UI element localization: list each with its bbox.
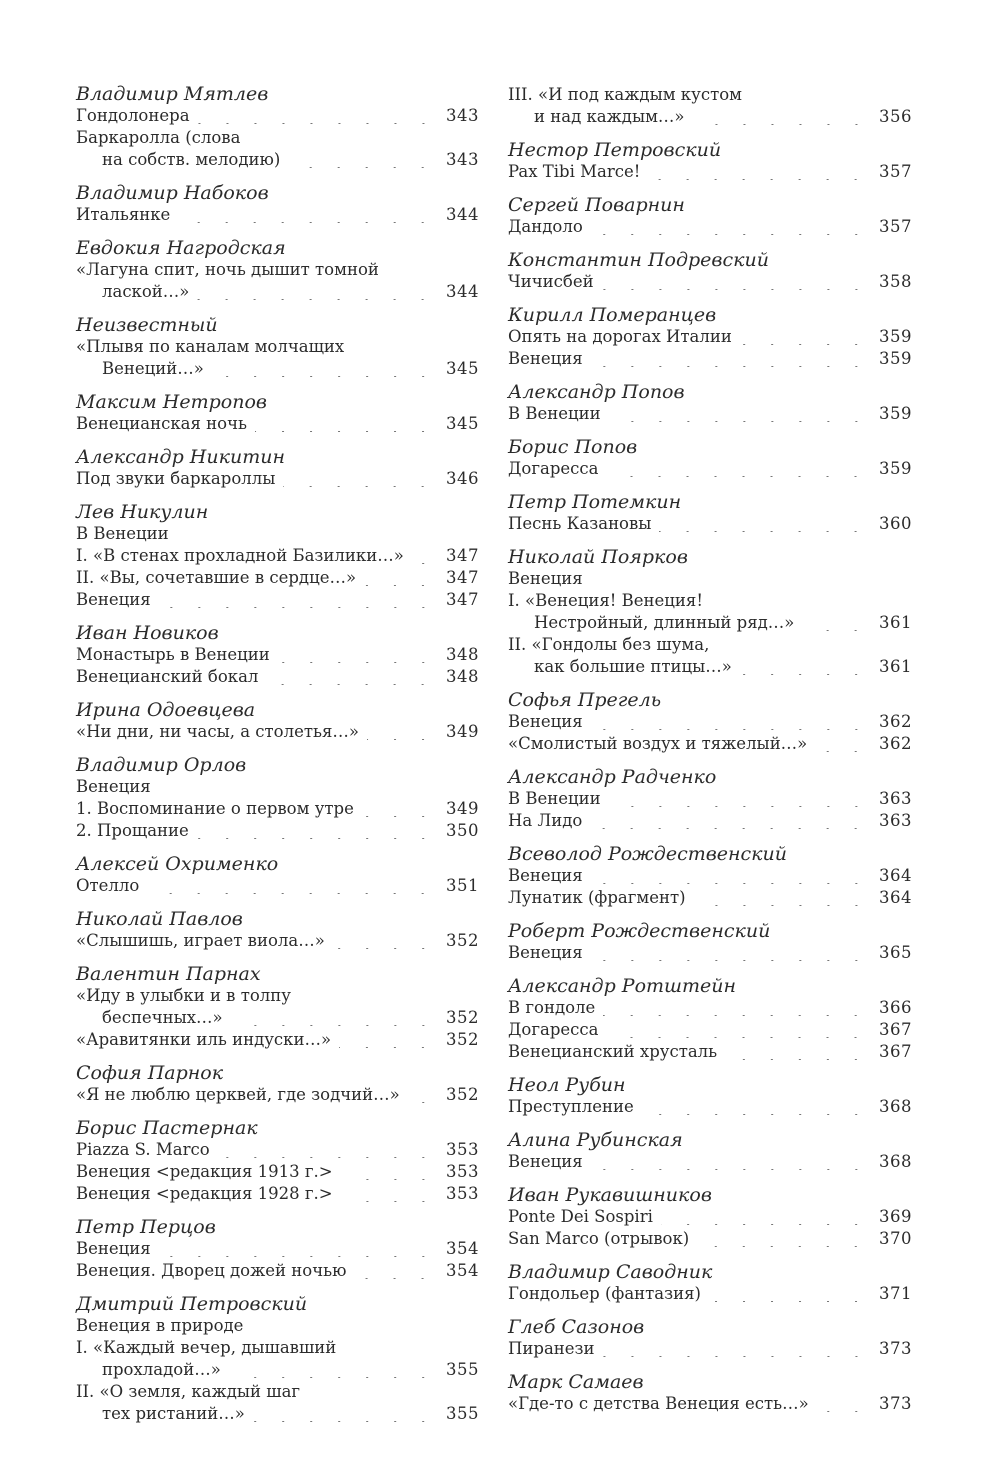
toc-author-name: Иван Рукавишников [508, 1184, 712, 1206]
toc-entry [508, 810, 912, 832]
toc-dot-leader [694, 905, 870, 906]
toc-entry [508, 1096, 912, 1118]
toc-entry [508, 1338, 912, 1360]
toc-entry-title: Венеция <редакция 1928 г.> [76, 1184, 333, 1203]
toc-page-number: 354 [446, 1261, 479, 1280]
toc-page-number: 346 [446, 469, 479, 488]
toc-dot-leader [408, 1102, 437, 1103]
toc-entry-title: Piazza S. Marco [76, 1140, 210, 1159]
toc-author-name: Александр Никитин [76, 446, 285, 468]
toc-entry [76, 589, 479, 611]
toc-entry-title: Венеция [76, 1239, 151, 1258]
toc-entry-title: Венеция [508, 569, 583, 588]
toc-dot-leader [659, 531, 870, 532]
toc-page-number: 355 [446, 1404, 479, 1423]
toc-entry-title: В Венеции [76, 524, 169, 543]
toc-entry [508, 271, 912, 293]
toc-page-number: 344 [446, 205, 479, 224]
toc-entry [508, 1019, 912, 1041]
toc-author-name: Борис Пастернак [76, 1117, 258, 1139]
toc-entry-title: 2. Прощание [76, 821, 189, 840]
toc-page-number: 367 [879, 1042, 912, 1061]
toc-dot-leader [412, 563, 437, 564]
toc-page-number: 343 [446, 106, 479, 125]
toc-dot-leader [197, 299, 437, 300]
toc-entry [76, 1337, 479, 1381]
toc-dot-leader [590, 828, 870, 829]
toc-entry-title: Догаресса [508, 1020, 599, 1039]
toc-entry-title: Отелло [76, 876, 140, 895]
toc-entry [76, 1139, 479, 1161]
toc-page-number: 357 [879, 217, 912, 236]
toc-page-number: 359 [879, 349, 912, 368]
toc-dot-leader [354, 1278, 437, 1279]
toc-dot-leader [709, 1301, 870, 1302]
toc-dot-leader [591, 729, 870, 730]
toc-dot-leader [339, 1047, 437, 1048]
toc-entry-title: Венеция [508, 866, 583, 885]
toc-left-column [76, 84, 479, 1425]
toc-entry-title: Монастырь в Венеции [76, 645, 270, 664]
toc-dot-leader [693, 124, 870, 125]
toc-entry-title: I. «Венеция! Венеция! Нестройный, длинный ряд…» [508, 591, 795, 632]
toc-entry-title: На Лидо [508, 811, 583, 830]
toc-cycle-title [76, 1315, 479, 1337]
toc-entry [76, 468, 479, 490]
toc-entry [508, 326, 912, 348]
toc-author-name: Софья Прегель [508, 689, 662, 711]
toc-dot-leader [642, 1114, 870, 1115]
toc-dot-leader [159, 1256, 437, 1257]
toc-entry [508, 942, 912, 964]
toc-author-name: Евдокия Нагродская [76, 237, 286, 259]
toc-entry [508, 403, 912, 425]
toc-entry-title: Венеция [508, 712, 583, 731]
toc-page-number: 353 [446, 1140, 479, 1159]
toc-dot-leader [802, 630, 870, 631]
toc-entry [508, 1041, 912, 1063]
toc-dot-leader [362, 816, 437, 817]
toc-dot-leader [591, 366, 870, 367]
toc-page-number: 368 [879, 1097, 912, 1116]
toc-page-number: 363 [879, 789, 912, 808]
toc-author-name: Александр Попов [508, 381, 685, 403]
toc-dot-leader [725, 1059, 870, 1060]
toc-page-number: 345 [446, 359, 479, 378]
toc-entry [508, 1206, 912, 1228]
toc-dot-leader [606, 1037, 870, 1038]
toc-dot-leader [609, 806, 870, 807]
toc-page-number: 352 [446, 931, 479, 950]
toc-entry [76, 545, 479, 567]
toc-entry [76, 930, 479, 952]
toc-entry-title: III. «И под каждым кустом и над каждым…» [508, 85, 742, 126]
toc-entry-title: «Я не люблю церквей, где зодчий…» [76, 1085, 400, 1104]
toc-page-number: 370 [879, 1229, 912, 1248]
toc-entry [508, 733, 912, 755]
toc-dot-leader [253, 1421, 437, 1422]
toc-dot-leader [159, 607, 437, 608]
toc-entry-title: Пиранези [508, 1339, 595, 1358]
toc-author-name: Марк Самаев [508, 1371, 644, 1393]
toc-entry-title: «Иду в улыбки и в толпу беспечных…» [76, 986, 291, 1027]
toc-entry-title: Опять на дорогах Италии [508, 327, 732, 346]
toc-entry [508, 216, 912, 238]
toc-entry-title: Гондолонера [76, 106, 190, 125]
toc-entry-title: Венецианский хрусталь [508, 1042, 718, 1061]
toc-dot-leader [648, 179, 870, 180]
toc-page-number: 353 [446, 1184, 479, 1203]
toc-dot-leader [218, 1157, 437, 1158]
toc-page-number: 344 [446, 282, 479, 301]
toc-dot-leader [333, 948, 437, 949]
toc-page-number: 356 [879, 107, 912, 126]
toc-entry-title: Под звуки баркароллы [76, 469, 276, 488]
toc-entry-title: В гондоле [508, 998, 596, 1017]
toc-entry-title: «Аравитянки иль индуски…» [76, 1030, 332, 1049]
toc-dot-leader [606, 476, 870, 477]
toc-entry [508, 887, 912, 909]
toc-author-name: Неол Рубин [508, 1074, 626, 1096]
toc-author-name: Алина Рубинская [508, 1129, 683, 1151]
toc-cycle-title [76, 776, 479, 798]
toc-dot-leader [591, 883, 870, 884]
toc-page-number: 352 [446, 1085, 479, 1104]
toc-entry [76, 105, 479, 127]
toc-entry-title: Венеция <редакция 1913 г.> [76, 1162, 333, 1181]
toc-author-name: Сергей Поварнин [508, 194, 685, 216]
toc-page-number: 355 [446, 1360, 479, 1379]
toc-entry-title: Итальянке [76, 205, 171, 224]
toc-entry-title: Pax Tibi Marce! [508, 162, 641, 181]
toc-page-number: 366 [879, 998, 912, 1017]
toc-page-number: 347 [446, 590, 479, 609]
toc-entry-title: Венеция [508, 349, 583, 368]
toc-entry [508, 84, 912, 128]
toc-author-name: Владимир Саводник [508, 1261, 713, 1283]
toc-page-number: 365 [879, 943, 912, 962]
toc-entry-title: Венеция [76, 590, 151, 609]
toc-right-column [508, 84, 912, 1415]
toc-entry [76, 985, 479, 1029]
toc-page-number: 373 [879, 1339, 912, 1358]
toc-entry [76, 1381, 479, 1425]
toc-entry [76, 875, 479, 897]
toc-entry-title: Венеция [76, 777, 151, 796]
toc-dot-leader [266, 684, 437, 685]
toc-page-number: 362 [879, 712, 912, 731]
toc-entry-title: II. «Вы, сочетавшие в сердце…» [76, 568, 357, 587]
toc-dot-leader [147, 893, 437, 894]
toc-page-number: 361 [879, 613, 912, 632]
toc-dot-leader [609, 421, 870, 422]
toc-page-number: 354 [446, 1239, 479, 1258]
toc-entry [76, 1084, 479, 1106]
toc-entry-title: Венеция. Дворец дожей ночью [76, 1261, 347, 1280]
toc-author-name: Владимир Орлов [76, 754, 247, 776]
toc-page-number: 347 [446, 568, 479, 587]
toc-entry-title: San Marco (отрывок) [508, 1229, 690, 1248]
toc-page-number: 361 [879, 657, 912, 676]
toc-page-number: 351 [446, 876, 479, 895]
toc-entry [508, 348, 912, 370]
toc-page-number: 359 [879, 459, 912, 478]
toc-entry [76, 644, 479, 666]
toc-entry [76, 1029, 479, 1051]
toc-author-name: Борис Попов [508, 436, 638, 458]
toc-dot-leader [367, 739, 437, 740]
toc-entry [508, 590, 912, 634]
toc-author-name: Александр Радченко [508, 766, 717, 788]
toc-page-number: 353 [446, 1162, 479, 1181]
toc-page-number: 364 [879, 866, 912, 885]
toc-dot-leader [740, 344, 870, 345]
toc-entry-title: Венеция [508, 1152, 583, 1171]
toc-entry [76, 820, 479, 842]
toc-entry-title: Венеция в природе [76, 1316, 244, 1335]
toc-entry [508, 788, 912, 810]
toc-author-name: Глеб Сазонов [508, 1316, 645, 1338]
toc-dot-leader [591, 234, 870, 235]
toc-dot-leader [740, 674, 870, 675]
toc-dot-leader [603, 1356, 870, 1357]
toc-page-number: 347 [446, 546, 479, 565]
toc-dot-leader [231, 1025, 437, 1026]
toc-author-name: Ирина Одоевцева [76, 699, 256, 721]
toc-page-number: 348 [446, 667, 479, 686]
toc-entry-title: Преступление [508, 1097, 634, 1116]
toc-entry [76, 721, 479, 743]
toc-author-name: Дмитрий Петровский [76, 1293, 308, 1315]
toc-entry [508, 513, 912, 535]
toc-dot-leader [815, 751, 870, 752]
toc-entry [76, 567, 479, 589]
toc-page-number: 352 [446, 1030, 479, 1049]
toc-author-name: Петр Перцов [76, 1216, 216, 1238]
toc-page-number: 349 [446, 722, 479, 741]
toc-entry-title: 1. Воспоминание о первом утре [76, 799, 354, 818]
toc-author-name: Константин Подревский [508, 249, 769, 271]
toc-page-number: 373 [879, 1394, 912, 1413]
toc-entry-title: «Где-то с детства Венеция есть…» [508, 1394, 809, 1413]
toc-entry [508, 161, 912, 183]
toc-dot-leader [283, 486, 437, 487]
toc-author-name: Александр Ротштейн [508, 975, 737, 997]
toc-entry-title: «Ни дни, ни часы, а столетья…» [76, 722, 359, 741]
toc-entry [76, 798, 479, 820]
toc-entry [76, 413, 479, 435]
toc-entry-title: Лунатик (фрагмент) [508, 888, 686, 907]
toc-page-number: 369 [879, 1207, 912, 1226]
toc-page-number: 362 [879, 734, 912, 753]
toc-author-name: София Парнок [76, 1062, 224, 1084]
toc-entry-title: I. «В стенах прохладной Базилики…» [76, 546, 404, 565]
toc-page-number: 364 [879, 888, 912, 907]
toc-dot-leader [255, 431, 437, 432]
toc-dot-leader [603, 1015, 870, 1016]
toc-entry [508, 458, 912, 480]
toc-page-number: 357 [879, 162, 912, 181]
toc-dot-leader [341, 1179, 437, 1180]
toc-dot-leader [178, 222, 437, 223]
toc-entry-title: Ponte Dei Sospiri [508, 1207, 653, 1226]
toc-entry-title: Баркаролла (слова на собств. мелодию) [76, 128, 281, 169]
toc-entry [508, 1283, 912, 1305]
toc-entry [76, 336, 479, 380]
toc-page-number: 359 [879, 327, 912, 346]
toc-entry-title: Венецианский бокал [76, 667, 259, 686]
toc-author-name: Роберт Рождественский [508, 920, 771, 942]
toc-author-name: Кирилл Померанцев [508, 304, 717, 326]
toc-cycle-title [508, 568, 912, 590]
toc-entry [508, 865, 912, 887]
toc-dot-leader [341, 1201, 437, 1202]
toc-dot-leader [591, 1169, 870, 1170]
toc-entry-title: Гондольер (фантазия) [508, 1284, 701, 1303]
toc-author-name: Всеволод Рождественский [508, 843, 788, 865]
toc-dot-leader [212, 376, 437, 377]
toc-entry [508, 711, 912, 733]
toc-entry-title: II. «О земля, каждый шаг тех ристаний…» [76, 1382, 301, 1423]
toc-dot-leader [602, 289, 870, 290]
toc-dot-leader [278, 662, 437, 663]
toc-dot-leader [697, 1246, 870, 1247]
toc-author-name: Николай Поярков [508, 546, 688, 568]
toc-entry [76, 1238, 479, 1260]
toc-page-number: 360 [879, 514, 912, 533]
toc-entry [508, 997, 912, 1019]
toc-entry-title: «Лагуна спит, ночь дышит томной лаской…» [76, 260, 379, 301]
toc-author-name: Владимир Набоков [76, 182, 269, 204]
toc-page-number: 352 [446, 1008, 479, 1027]
toc-page-number: 350 [446, 821, 479, 840]
toc-entry [508, 1393, 912, 1415]
toc-entry [76, 204, 479, 226]
toc-entry [76, 1260, 479, 1282]
toc-page-number: 367 [879, 1020, 912, 1039]
toc-entry [76, 127, 479, 171]
toc-entry-title: II. «Гондолы без шума, как большие птицы…» [508, 635, 732, 676]
toc-page-number: 348 [446, 645, 479, 664]
toc-dot-leader [817, 1411, 870, 1412]
toc-page-number: 345 [446, 414, 479, 433]
toc-page-number: 363 [879, 811, 912, 830]
toc-entry [508, 1151, 912, 1173]
toc-dot-leader [197, 838, 437, 839]
toc-entry [76, 1183, 479, 1205]
toc-entry [508, 634, 912, 678]
toc-dot-leader [229, 1377, 437, 1378]
toc-author-name: Нестор Петровский [508, 139, 722, 161]
toc-entry-title: «Слышишь, играет виола…» [76, 931, 325, 950]
toc-author-name: Лев Никулин [76, 501, 209, 523]
toc-entry-title: Дандоло [508, 217, 583, 236]
toc-author-name: Николай Павлов [76, 908, 243, 930]
toc-author-name: Валентин Парнах [76, 963, 261, 985]
toc-entry [76, 666, 479, 688]
toc-page-number: 371 [879, 1284, 912, 1303]
toc-author-name: Владимир Мятлев [76, 83, 269, 105]
toc-page-number: 359 [879, 404, 912, 423]
toc-entry-title: В Венеции [508, 789, 601, 808]
toc-author-name: Алексей Охрименко [76, 853, 279, 875]
toc-dot-leader [198, 123, 437, 124]
toc-entry-title: «Плывя по каналам молчащих Венеций…» [76, 337, 345, 378]
toc-page-number: 343 [446, 150, 479, 169]
toc-entry-title: Венеция [508, 943, 583, 962]
toc-author-name: Максим Нетропов [76, 391, 267, 413]
toc-entry [76, 259, 479, 303]
toc-entry-title: «Смолистый воздух и тяжелый…» [508, 734, 808, 753]
toc-author-name: Иван Новиков [76, 622, 219, 644]
toc-page-number: 349 [446, 799, 479, 818]
toc-entry [508, 1228, 912, 1250]
toc-page-number: 358 [879, 272, 912, 291]
toc-entry-title: Чичисбей [508, 272, 594, 291]
toc-entry-title: В Венеции [508, 404, 601, 423]
toc-page-number: 368 [879, 1152, 912, 1171]
toc-dot-leader [591, 960, 870, 961]
toc-dot-leader [364, 585, 437, 586]
toc-entry-title: Песнь Казановы [508, 514, 652, 533]
toc-entry-title: I. «Каждый вечер, дышавший прохладой…» [76, 1338, 337, 1379]
toc-author-name: Петр Потемкин [508, 491, 682, 513]
toc-entry [76, 1161, 479, 1183]
toc-entry-title: Венецианская ночь [76, 414, 247, 433]
toc-dot-leader [661, 1224, 870, 1225]
toc-author-name: Неизвестный [76, 314, 218, 336]
toc-dot-leader [288, 167, 437, 168]
toc-cycle-title [76, 523, 479, 545]
toc-entry-title: Догаресса [508, 459, 599, 478]
